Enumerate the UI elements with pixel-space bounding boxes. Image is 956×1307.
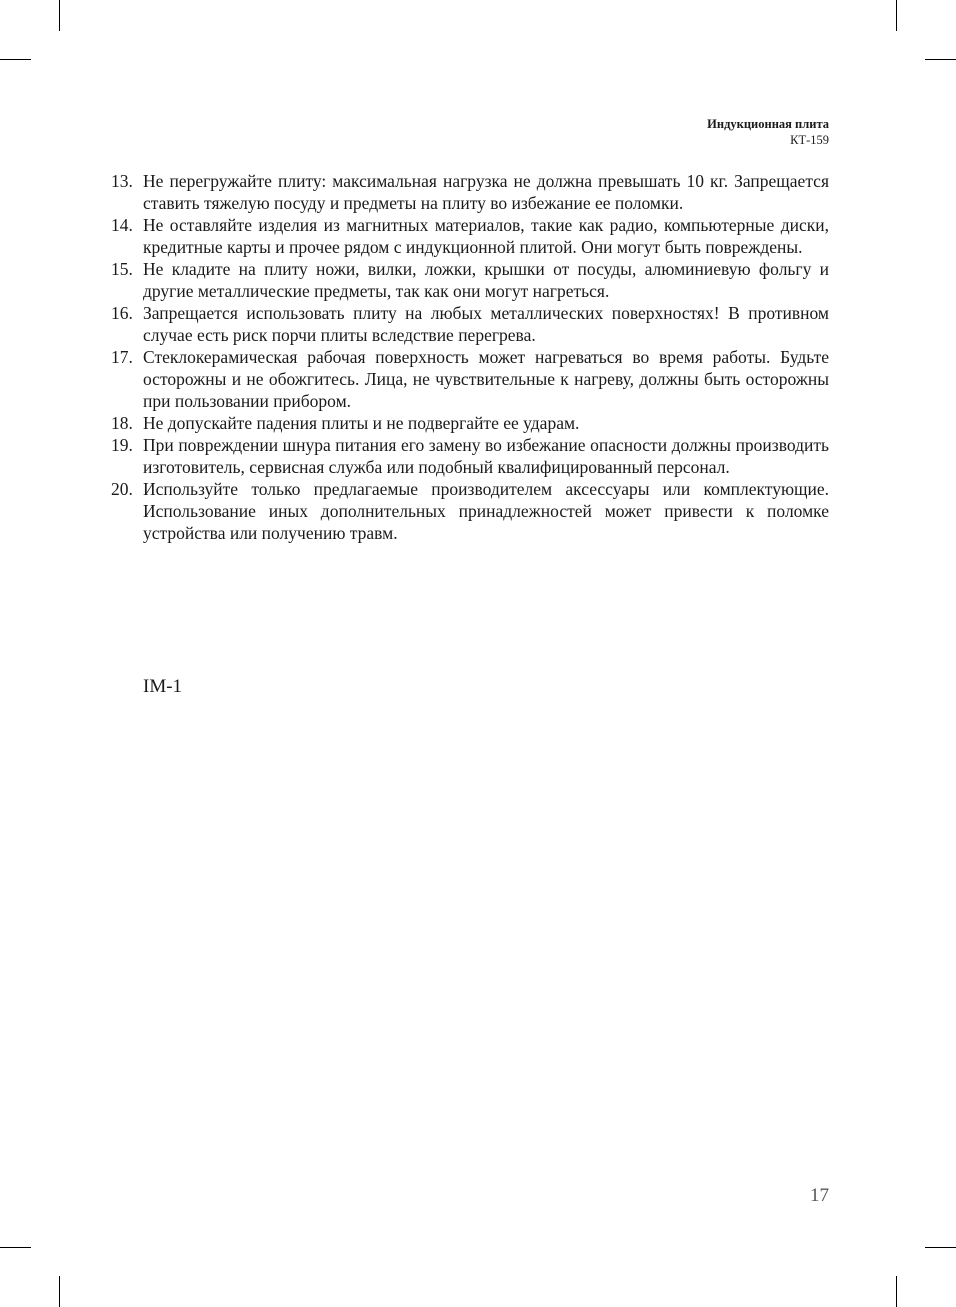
crop-mark-bottom-left-horizontal	[0, 1247, 31, 1248]
document-code: IM-1	[143, 676, 183, 697]
list-item-text: При повреждении шнура питания его замену во избежание опасности должны производить изготовитель, сервисная служба или подобный квалифицированный персонал.	[143, 435, 829, 477]
list-item	[111, 258, 829, 302]
list-item-number: 14.	[111, 215, 133, 235]
header-title: Индукционная плита	[707, 117, 829, 131]
list-item	[111, 302, 829, 346]
safety-instructions-list	[111, 170, 829, 544]
list-item-text: Запрещается использовать плиту на любых металлических поверхностях! В противном случае есть риск порчи плиты вследствие перегрева.	[143, 303, 829, 345]
list-item-number: 15.	[111, 259, 133, 279]
list-item	[111, 214, 829, 258]
list-item-text: Используйте только предлагаемые производителем аксессуары или комплектующие. Использование иных дополнительных принадлежностей может привести к поломке устройства или получению травм.	[143, 479, 829, 543]
list-item-number: 17.	[111, 347, 133, 367]
list-item	[111, 412, 829, 434]
list-item-number: 18.	[111, 413, 133, 433]
list-item-text: Не допускайте падения плиты и не подвергайте ее ударам.	[143, 413, 580, 433]
crop-mark-bottom-right-vertical	[896, 1276, 897, 1307]
crop-mark-top-right-horizontal	[925, 59, 956, 60]
list-item-number: 16.	[111, 303, 133, 323]
list-item-text: Не перегружайте плиту: максимальная нагрузка не должна превышать 10 кг. Запрещается ставить тяжелую посуду и предметы на плиту во избежание ее поломки.	[143, 171, 829, 213]
list-item	[111, 170, 829, 214]
crop-mark-bottom-right-horizontal	[925, 1247, 956, 1248]
list-item	[111, 434, 829, 478]
crop-mark-top-right-vertical	[896, 0, 897, 31]
running-header	[707, 116, 829, 148]
crop-mark-top-left-vertical	[59, 0, 60, 31]
list-item	[111, 478, 829, 544]
list-item-number: 19.	[111, 435, 133, 455]
header-model: КТ-159	[790, 133, 829, 147]
list-item	[111, 346, 829, 412]
crop-mark-bottom-left-vertical	[59, 1276, 60, 1307]
list-item-text: Не кладите на плиту ножи, вилки, ложки, крышки от посуды, алюминиевую фольгу и другие металлические предметы, так как они могут нагреться.	[143, 259, 829, 301]
list-item-text: Не оставляйте изделия из магнитных материалов, такие как радио, компьютерные диски, кредитные карты и прочее рядом с индукционной плитой. Они могут быть повреждены.	[143, 215, 829, 257]
crop-mark-top-left-horizontal	[0, 59, 31, 60]
list-item-number: 20.	[111, 479, 133, 499]
page-number: 17	[810, 1185, 829, 1206]
list-item-number: 13.	[111, 171, 133, 191]
list-item-text: Стеклокерамическая рабочая поверхность может нагреваться во время работы. Будьте осторожны и не обожгитесь. Лица, не чувствительные к нагреву, должны быть осторожны при пользовании прибором.	[143, 347, 829, 411]
